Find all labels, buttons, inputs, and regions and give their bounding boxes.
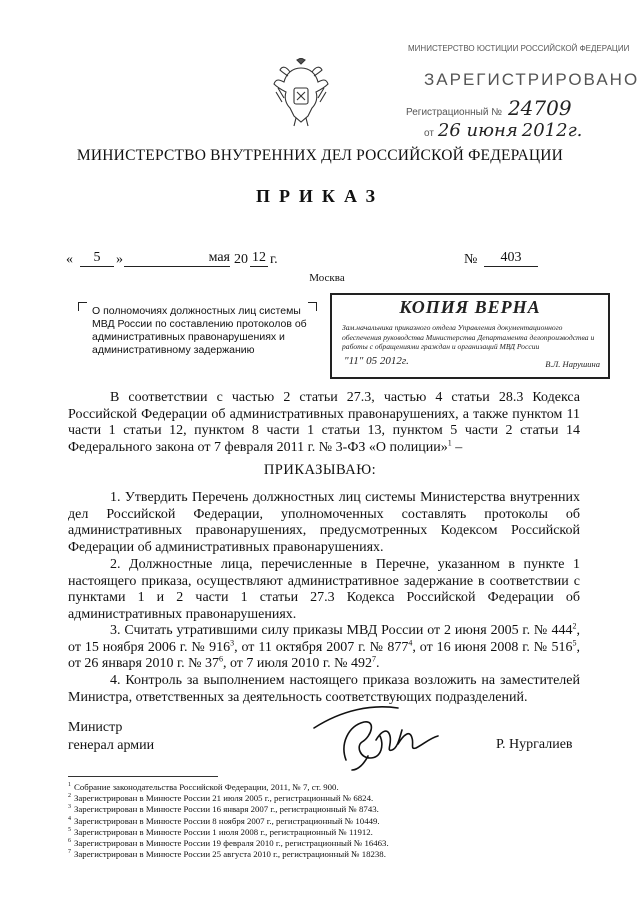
preamble-text: В соответствии с частью 2 статьи 27.3, частью 4 статьи 28.3 Кодекса Российской Федерации об административных правонарушениях, а также пунктом 11 части 1 статьи 12, пунктом 8 части 1 статьи 13, пунктом 5 части 2 статьи 14 Федерального закона от 7 февраля 2011 г. № 3-ФЗ «О полиции» xyxy=(68,390,580,455)
reg-date-value: 26 июня xyxy=(437,120,518,141)
ministry-title: МИНИСТЕРСТВО ВНУТРЕННИХ ДЕЛ РОССИЙСКОЙ ФЕДЕРАЦИИ xyxy=(76,147,564,164)
signatory-rank: генерал армии xyxy=(68,738,155,753)
p3-part-f: , от 7 июля 2010 г. № 492 xyxy=(222,656,372,672)
copy-stamp-signer: В.Л. Нарушина xyxy=(545,359,600,369)
document-title: ПРИКАЗ xyxy=(255,186,385,206)
p3-part-a: 3. Считать утратившими силу приказы МВД России от 2 июня 2005 г. № 444 xyxy=(110,623,573,638)
order-year-prefix: 20 xyxy=(234,252,248,267)
order-city: Москва xyxy=(309,272,345,284)
footnote: $^1$ Собрание законодательства Российской Федерации, 2011, № 7, ст. 900. xyxy=(68,782,339,792)
coat-of-arms-icon xyxy=(272,58,330,128)
copy-stamp-text: Зам.начальника приказного отдела Управления документационного обеспечения руководства Министерства Департамента делопроизводства и работы с обращениями граждан и организаций МВД России xyxy=(342,323,595,352)
footnote-ref-2: 2 xyxy=(572,621,577,631)
p3-part-d: , от 16 июня 2008 г. № 516 xyxy=(412,639,573,655)
footnote-ref-7: 7 xyxy=(371,654,376,664)
order-word: ПРИКАЗЫВАЮ: xyxy=(263,462,377,478)
footnotes-list xyxy=(68,782,588,860)
subject-bracket-left xyxy=(78,302,87,311)
order-subject: О полномочиях должностных лиц системы МВД России по составлению протоколов об административных правонарушениях и административному задержанию xyxy=(92,305,307,356)
order-year-unit: г. xyxy=(270,252,278,267)
copy-stamp-title: КОПИЯ ВЕРНА xyxy=(399,297,541,317)
paragraph-4: 4. Контроль за выполнением настоящего приказа возложить на заместителей Министра, ответственных за деятельность соответствующих подразделений. xyxy=(68,673,580,705)
copy-verified-stamp xyxy=(330,293,610,379)
copy-stamp-date: "11" 05 2012г. xyxy=(344,355,409,367)
footnote-ref-6: 6 xyxy=(218,654,223,664)
order-day: 5 xyxy=(80,250,114,267)
paragraph-1: 1. Утвердить Перечень должностных лиц системы Министерства внутренних дел Российской Федерации, уполномоченных составлять протоколы об административных правонарушениях, предусмотренных Кодексом Российской Федерации об административных правонарушениях. xyxy=(68,490,580,555)
preamble-end: – xyxy=(451,439,463,455)
reg-number-value: 24709 xyxy=(507,96,572,120)
reg-number-label: Регистрационный № xyxy=(406,107,502,118)
p3-part-c: , от 11 октября 2007 г. № 877 xyxy=(234,639,409,655)
reg-year-value: 2012г. xyxy=(521,120,583,141)
p3-part-e: , от 26 января 2010 г. № 37 xyxy=(68,639,580,672)
footnote-divider xyxy=(68,776,218,777)
reg-stamp-number-line xyxy=(406,96,572,120)
registration-stamp xyxy=(400,40,640,141)
footnote: $^3$ Зарегистрирован в Минюсте России 16 января 2007 г., регистрационный № 8743. xyxy=(68,804,379,815)
date-quote-close: » xyxy=(116,252,123,267)
p3-part-b: , от 15 ноября 2006 г. № 916 xyxy=(68,623,580,655)
order-number-sign: № xyxy=(464,252,478,267)
reg-stamp-header: МИНИСТЕРСТВО ЮСТИЦИИ РОССИЙСКОЙ ФЕДЕРАЦИИ xyxy=(408,44,630,53)
order-month: мая xyxy=(124,250,230,267)
signatory-position: Министр xyxy=(68,720,123,735)
order-date-row xyxy=(60,250,600,274)
footnote: $^4$ Зарегистрирован в Минюсте России 8 ноября 2007 г., регистрационный № 10449. xyxy=(68,815,380,826)
footnote-ref-4: 4 xyxy=(408,637,413,647)
handwritten-signature xyxy=(312,700,462,772)
p3-part-g: . xyxy=(375,656,380,672)
preamble-paragraph xyxy=(68,390,580,456)
signatory-title xyxy=(68,719,154,755)
reg-date-prefix: от xyxy=(424,128,434,139)
footnote-ref-3: 3 xyxy=(230,637,235,647)
order-city-row xyxy=(0,272,640,284)
reg-stamp-status: ЗАРЕГИСТРИРОВАНО xyxy=(424,70,640,89)
footnote: $^2$ Зарегистрирован в Минюсте России 21 июля 2005 г., регистрационный № 6824. xyxy=(68,793,374,804)
footnote: $^6$ Зарегистрирован в Минюсте России 19 февраля 2010 г., регистрационный № 16463. xyxy=(68,838,389,849)
footnote: $^7$ Зарегистрирован в Минюсте России 25 августа 2010 г., регистрационный № 18238. xyxy=(68,849,386,860)
footnote-ref-5: 5 xyxy=(572,637,577,647)
order-number: 403 xyxy=(484,250,538,267)
order-year-suffix: 12 xyxy=(252,250,266,265)
reg-stamp-date-line xyxy=(424,120,582,141)
date-quote-open: « xyxy=(66,252,73,267)
footnote-ref-1: 1 xyxy=(447,438,452,448)
paragraph-3 xyxy=(68,623,580,673)
footnote: $^5$ Зарегистрирован в Минюсте России 1 июля 2008 г., регистрационный № 11912. xyxy=(68,826,373,837)
paragraph-2: 2. Должностные лица, перечисленные в Перечне, указанном в пункте 1 настоящего приказа, осуществляют административное задержание в соответствии с пунктами 1 и 2 части 1 статьи 27.3 Кодекса Российской Федерации об административных правонарушениях. xyxy=(68,557,580,622)
signatory-name: Р. Нургалиев xyxy=(496,737,573,752)
